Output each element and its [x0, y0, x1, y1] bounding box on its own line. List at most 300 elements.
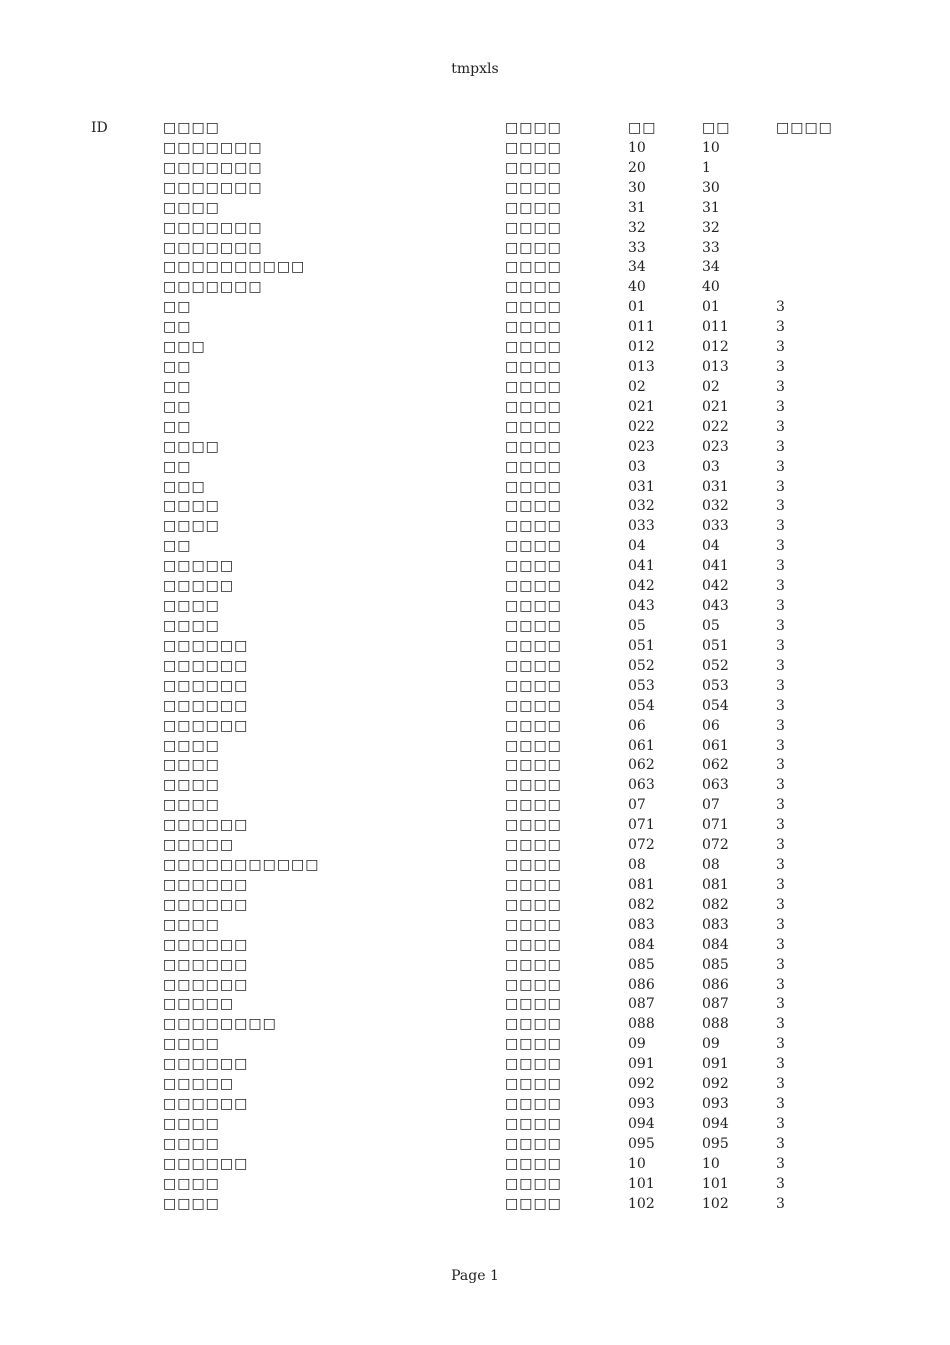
cell-code: 101: [628, 1175, 655, 1192]
cell-level: 3: [776, 518, 785, 535]
cell-code2: 33: [702, 239, 720, 256]
table-row: [0, 377, 950, 397]
cell-level: 3: [776, 1016, 785, 1033]
table-row: [0, 277, 950, 297]
table-row: [0, 297, 950, 317]
cell-name: □□□□: [163, 797, 220, 814]
table-row: [0, 1174, 950, 1194]
cell-code2: 30: [702, 179, 720, 196]
cell-code: 081: [628, 876, 655, 893]
table-row: [0, 1154, 950, 1174]
table-row: [0, 895, 950, 915]
cell-name: □□□□□□: [163, 896, 249, 913]
cell-name: □□□□: [163, 518, 220, 535]
cell-code: 083: [628, 916, 655, 933]
cell-level: 3: [776, 1175, 785, 1192]
cell-name: □□: [163, 398, 192, 415]
header-code2: □□: [702, 120, 731, 136]
cell-code: 061: [628, 737, 655, 754]
cell-type: □□□□: [505, 916, 562, 933]
cell-level: 3: [776, 976, 785, 993]
table-row: [0, 855, 950, 875]
cell-type: □□□□: [505, 697, 562, 714]
cell-code: 31: [628, 199, 646, 216]
header-code: □□: [628, 120, 657, 136]
cell-name: □□□□: [163, 1036, 220, 1053]
cell-name: □□□□□□□: [163, 279, 263, 296]
cell-name: □□□□□□□: [163, 179, 263, 196]
cell-name: □□□□: [163, 1175, 220, 1192]
table-row: [0, 596, 950, 616]
table-row: [0, 317, 950, 337]
cell-level: 3: [776, 777, 785, 794]
cell-type: □□□□: [505, 1175, 562, 1192]
table-row: [0, 397, 950, 417]
cell-type: □□□□: [505, 378, 562, 395]
cell-type: □□□□: [505, 1155, 562, 1172]
cell-name: □□□□□□□□□□□: [163, 857, 320, 874]
cell-level: 3: [776, 996, 785, 1013]
cell-name: □□□□□□: [163, 956, 249, 973]
header-level: □□□□: [776, 120, 833, 136]
cell-name: □□□□□□: [163, 657, 249, 674]
table-row: [0, 656, 950, 676]
cell-code: 07: [628, 797, 646, 814]
cell-level: 3: [776, 378, 785, 395]
cell-code2: 04: [702, 538, 720, 555]
cell-name: □□□□□: [163, 1076, 235, 1093]
cell-code2: 40: [702, 279, 720, 296]
cell-code: 10: [628, 1155, 646, 1172]
cell-type: □□□□: [505, 837, 562, 854]
cell-level: 3: [776, 478, 785, 495]
cell-code: 34: [628, 259, 646, 276]
cell-level: 3: [776, 857, 785, 874]
cell-level: 3: [776, 916, 785, 933]
cell-code2: 34: [702, 259, 720, 276]
table-row: [0, 935, 950, 955]
cell-code2: 10: [702, 139, 720, 156]
cell-level: 3: [776, 319, 785, 336]
cell-code: 043: [628, 598, 655, 615]
cell-level: 3: [776, 757, 785, 774]
cell-name: □□□□□□□: [163, 139, 263, 156]
table-row: [0, 1034, 950, 1054]
cell-code2: 042: [702, 578, 729, 595]
cell-name: □□□□□□: [163, 976, 249, 993]
cell-code: 092: [628, 1076, 655, 1093]
cell-level: 3: [776, 1195, 785, 1212]
cell-type: □□□□: [505, 737, 562, 754]
cell-type: □□□□: [505, 757, 562, 774]
cell-code2: 081: [702, 876, 729, 893]
cell-level: 3: [776, 896, 785, 913]
cell-code2: 086: [702, 976, 729, 993]
header-type: □□□□: [505, 120, 562, 136]
cell-name: □□□□□□: [163, 637, 249, 654]
cell-type: □□□□: [505, 717, 562, 734]
cell-name: □□□□□: [163, 558, 235, 575]
cell-code2: 061: [702, 737, 729, 754]
table-row: [0, 1054, 950, 1074]
cell-type: □□□□: [505, 996, 562, 1013]
table-row: [0, 437, 950, 457]
cell-type: □□□□: [505, 139, 562, 156]
table-row: [0, 716, 950, 736]
cell-code2: 32: [702, 219, 720, 236]
cell-level: 3: [776, 797, 785, 814]
cell-level: 3: [776, 398, 785, 415]
table-row: [0, 496, 950, 516]
cell-level: 3: [776, 657, 785, 674]
cell-type: □□□□: [505, 677, 562, 694]
cell-code2: 102: [702, 1195, 729, 1212]
cell-type: □□□□: [505, 896, 562, 913]
cell-code: 085: [628, 956, 655, 973]
cell-type: □□□□: [505, 179, 562, 196]
cell-name: □□□□□□□□: [163, 1016, 277, 1033]
cell-type: □□□□: [505, 637, 562, 654]
cell-type: □□□□: [505, 876, 562, 893]
table-row: [0, 138, 950, 158]
cell-code2: 051: [702, 637, 729, 654]
cell-code: 062: [628, 757, 655, 774]
cell-code2: 072: [702, 837, 729, 854]
cell-level: 3: [776, 837, 785, 854]
cell-name: □□□□: [163, 777, 220, 794]
cell-code: 102: [628, 1195, 655, 1212]
cell-level: 3: [776, 598, 785, 615]
table-row: [0, 257, 950, 277]
cell-level: 3: [776, 737, 785, 754]
cell-code2: 07: [702, 797, 720, 814]
cell-name: □□: [163, 418, 192, 435]
cell-name: □□□□□□: [163, 1096, 249, 1113]
cell-code2: 1: [702, 159, 711, 176]
cell-code: 033: [628, 518, 655, 535]
cell-name: □□□: [163, 478, 206, 495]
table-row: [0, 755, 950, 775]
table-row: [0, 676, 950, 696]
table-row: [0, 994, 950, 1014]
cell-code2: 083: [702, 916, 729, 933]
cell-code2: 02: [702, 378, 720, 395]
cell-name: □□□□: [163, 757, 220, 774]
cell-code2: 013: [702, 359, 729, 376]
table-row: [0, 815, 950, 835]
cell-type: □□□□: [505, 458, 562, 475]
cell-type: □□□□: [505, 1195, 562, 1212]
cell-code2: 094: [702, 1116, 729, 1132]
cell-level: 3: [776, 418, 785, 435]
cell-code2: 021: [702, 398, 729, 415]
cell-name: □□□□: [163, 1135, 220, 1152]
cell-name: □□: [163, 359, 192, 376]
cell-type: □□□□: [505, 1116, 562, 1132]
cell-code: 084: [628, 936, 655, 953]
cell-code2: 033: [702, 518, 729, 535]
cell-name: □□□□□□□□□□: [163, 259, 306, 276]
cell-code2: 08: [702, 857, 720, 874]
cell-name: □□□□□□□: [163, 239, 263, 256]
cell-type: □□□□: [505, 438, 562, 455]
cell-code2: 041: [702, 558, 729, 575]
cell-name: □□□□: [163, 438, 220, 455]
cell-level: 3: [776, 359, 785, 376]
cell-name: □□□□: [163, 1116, 220, 1132]
cell-code: 40: [628, 279, 646, 296]
table-row: [0, 1074, 950, 1094]
cell-code2: 087: [702, 996, 729, 1013]
table-row: [0, 238, 950, 258]
cell-code2: 088: [702, 1016, 729, 1033]
cell-type: □□□□: [505, 558, 562, 575]
cell-level: 3: [776, 578, 785, 595]
cell-level: 3: [776, 538, 785, 555]
cell-type: □□□□: [505, 418, 562, 435]
cell-code2: 085: [702, 956, 729, 973]
cell-type: □□□□: [505, 1056, 562, 1073]
table-row: [0, 1114, 950, 1134]
cell-level: 3: [776, 438, 785, 455]
cell-code2: 011: [702, 319, 729, 336]
cell-level: 3: [776, 876, 785, 893]
cell-code: 022: [628, 418, 655, 435]
cell-code2: 043: [702, 598, 729, 615]
cell-code: 021: [628, 398, 655, 415]
cell-code: 091: [628, 1056, 655, 1073]
cell-code: 053: [628, 677, 655, 694]
cell-name: □□□□□: [163, 837, 235, 854]
table-row: [0, 875, 950, 895]
cell-type: □□□□: [505, 259, 562, 276]
cell-name: □□□□: [163, 598, 220, 615]
cell-name: □□: [163, 538, 192, 555]
cell-name: □□: [163, 319, 192, 336]
cell-level: 3: [776, 817, 785, 834]
table-row: [0, 1194, 950, 1214]
cell-level: 3: [776, 677, 785, 694]
table-row: [0, 337, 950, 357]
cell-code2: 09: [702, 1036, 720, 1053]
cell-code: 082: [628, 896, 655, 913]
cell-code2: 06: [702, 717, 720, 734]
cell-level: 3: [776, 498, 785, 515]
cell-code2: 062: [702, 757, 729, 774]
cell-code: 031: [628, 478, 655, 495]
table-row: [0, 576, 950, 596]
table-row: [0, 198, 950, 218]
table-row: [0, 477, 950, 497]
cell-type: □□□□: [505, 976, 562, 993]
cell-type: □□□□: [505, 657, 562, 674]
cell-code2: 052: [702, 657, 729, 674]
table-row: [0, 636, 950, 656]
table-row: [0, 775, 950, 795]
cell-code: 093: [628, 1096, 655, 1113]
table-row: [0, 696, 950, 716]
cell-code: 09: [628, 1036, 646, 1053]
document-title: tmpxls: [451, 61, 499, 77]
cell-level: 3: [776, 1116, 785, 1132]
cell-code: 05: [628, 618, 646, 634]
cell-code: 011: [628, 319, 655, 336]
cell-code2: 063: [702, 777, 729, 794]
cell-type: □□□□: [505, 598, 562, 615]
cell-code2: 095: [702, 1135, 729, 1152]
cell-level: 3: [776, 1036, 785, 1053]
table-row: [0, 795, 950, 815]
cell-name: □□□□□□□: [163, 219, 263, 236]
cell-type: □□□□: [505, 299, 562, 316]
cell-name: □□□□□□□: [163, 159, 263, 176]
cell-name: □□□□: [163, 199, 220, 216]
cell-type: □□□□: [505, 159, 562, 176]
cell-level: 3: [776, 717, 785, 734]
table-row: [0, 955, 950, 975]
cell-code: 30: [628, 179, 646, 196]
cell-type: □□□□: [505, 478, 562, 495]
cell-code: 052: [628, 657, 655, 674]
cell-name: □□□□□□: [163, 677, 249, 694]
cell-name: □□: [163, 378, 192, 395]
cell-name: □□□: [163, 339, 206, 356]
cell-name: □□□□□□: [163, 876, 249, 893]
cell-code2: 01: [702, 299, 720, 316]
cell-code2: 093: [702, 1096, 729, 1113]
cell-name: □□□□□□: [163, 1155, 249, 1172]
cell-code2: 05: [702, 618, 720, 634]
table-row: [0, 218, 950, 238]
cell-code: 20: [628, 159, 646, 176]
cell-level: 3: [776, 1135, 785, 1152]
cell-code: 32: [628, 219, 646, 236]
cell-code2: 054: [702, 697, 729, 714]
table-row: [0, 516, 950, 536]
cell-type: □□□□: [505, 279, 562, 296]
page-number: Page 1: [451, 1268, 499, 1284]
cell-type: □□□□: [505, 618, 562, 634]
cell-code: 042: [628, 578, 655, 595]
table-header-row: [0, 118, 950, 138]
cell-name: □□□□□□: [163, 717, 249, 734]
cell-code2: 071: [702, 817, 729, 834]
cell-level: 3: [776, 1076, 785, 1093]
cell-code2: 31: [702, 199, 720, 216]
cell-name: □□□□□□: [163, 817, 249, 834]
cell-code2: 053: [702, 677, 729, 694]
cell-type: □□□□: [505, 239, 562, 256]
cell-type: □□□□: [505, 398, 562, 415]
cell-code2: 022: [702, 418, 729, 435]
table-row: [0, 158, 950, 178]
cell-level: 3: [776, 1096, 785, 1113]
cell-type: □□□□: [505, 817, 562, 834]
table-row: [0, 616, 950, 636]
cell-code2: 032: [702, 498, 729, 515]
cell-code2: 012: [702, 339, 729, 356]
cell-code: 33: [628, 239, 646, 256]
cell-level: 3: [776, 339, 785, 356]
cell-code2: 101: [702, 1175, 729, 1192]
table-row: [0, 1134, 950, 1154]
cell-code: 06: [628, 717, 646, 734]
table-row: [0, 556, 950, 576]
cell-name: □□□□□□: [163, 697, 249, 714]
cell-level: 3: [776, 558, 785, 575]
cell-type: □□□□: [505, 199, 562, 216]
table-row: [0, 357, 950, 377]
cell-name: □□□□: [163, 737, 220, 754]
cell-level: 3: [776, 458, 785, 475]
cell-type: □□□□: [505, 1016, 562, 1033]
cell-name: □□□□□□: [163, 936, 249, 953]
table-row: [0, 457, 950, 477]
cell-type: □□□□: [505, 1135, 562, 1152]
cell-code: 088: [628, 1016, 655, 1033]
cell-level: 3: [776, 618, 785, 634]
cell-name: □□□□: [163, 618, 220, 634]
cell-code2: 031: [702, 478, 729, 495]
cell-type: □□□□: [505, 1076, 562, 1093]
cell-type: □□□□: [505, 1096, 562, 1113]
cell-code: 063: [628, 777, 655, 794]
cell-level: 3: [776, 936, 785, 953]
cell-code: 012: [628, 339, 655, 356]
cell-code: 04: [628, 538, 646, 555]
cell-code: 041: [628, 558, 655, 575]
cell-code: 08: [628, 857, 646, 874]
cell-level: 3: [776, 1056, 785, 1073]
cell-type: □□□□: [505, 956, 562, 973]
cell-type: □□□□: [505, 219, 562, 236]
cell-level: 3: [776, 637, 785, 654]
cell-type: □□□□: [505, 538, 562, 555]
table-row: [0, 915, 950, 935]
table-row: [0, 1094, 950, 1114]
cell-level: 3: [776, 956, 785, 973]
cell-code: 087: [628, 996, 655, 1013]
cell-name: □□□□□: [163, 578, 235, 595]
cell-level: 3: [776, 697, 785, 714]
cell-code: 072: [628, 837, 655, 854]
table-row: [0, 1014, 950, 1034]
cell-code: 032: [628, 498, 655, 515]
cell-code: 054: [628, 697, 655, 714]
cell-name: □□□□: [163, 1195, 220, 1212]
cell-code: 01: [628, 299, 646, 316]
cell-code: 10: [628, 139, 646, 156]
cell-code: 051: [628, 637, 655, 654]
cell-name: □□□□□□: [163, 1056, 249, 1073]
cell-code: 094: [628, 1116, 655, 1132]
cell-type: □□□□: [505, 797, 562, 814]
cell-type: □□□□: [505, 857, 562, 874]
cell-code: 023: [628, 438, 655, 455]
cell-level: 3: [776, 1155, 785, 1172]
cell-name: □□: [163, 299, 192, 316]
cell-code2: 023: [702, 438, 729, 455]
cell-code2: 082: [702, 896, 729, 913]
table-row: [0, 736, 950, 756]
cell-type: □□□□: [505, 578, 562, 595]
cell-code: 03: [628, 458, 646, 475]
table-row: [0, 536, 950, 556]
cell-level: 3: [776, 299, 785, 316]
cell-code: 095: [628, 1135, 655, 1152]
cell-type: □□□□: [505, 359, 562, 376]
cell-name: □□□□□: [163, 996, 235, 1013]
